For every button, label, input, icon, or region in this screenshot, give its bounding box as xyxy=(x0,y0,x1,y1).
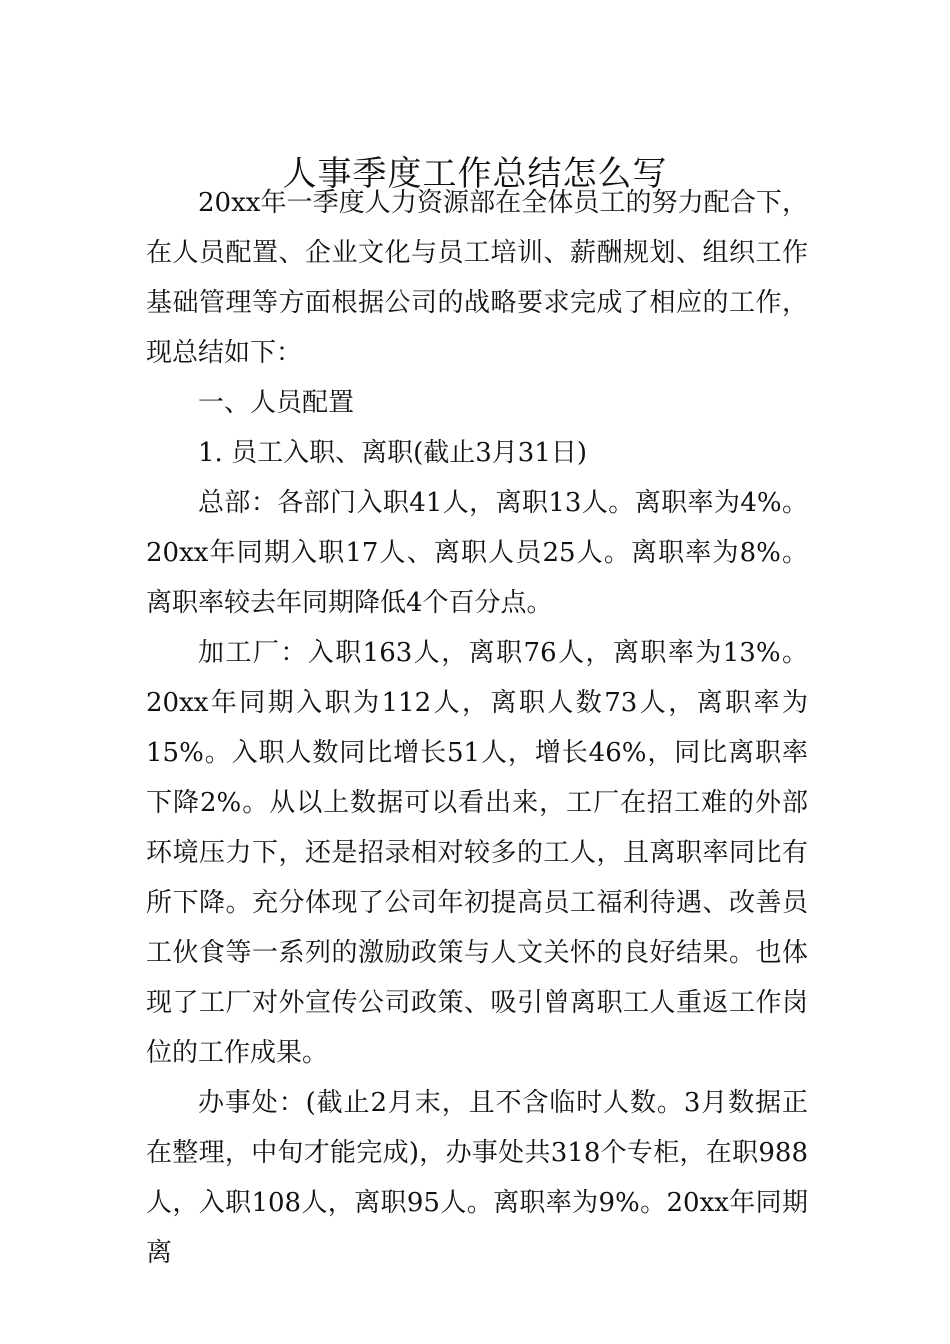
intro-paragraph: 20xx年一季度人力资源部在全体员工的努力配合下，在人员配置、企业文化与员工培训、薪酬规划、组织工作基础管理等方面根据公司的战略要求完成了相应的工作，现总结如下： xyxy=(146,188,808,368)
section-heading-staffing: 一、人员配置 xyxy=(198,388,355,418)
office-paragraph: 办事处：(截止2月末，且不含临时人数。3月数据正在整理，中旬才能完成)，办事处共318个专柜，在职988人，入职108人，离职95人。离职率为9%。20xx年同期离 xyxy=(146,1088,808,1268)
subsection-heading-onboarding: 1. 员工入职、离职(截止3月31日) xyxy=(198,438,587,468)
document-title: 人事季度工作总结怎么写 xyxy=(282,153,668,194)
headquarters-paragraph: 总部：各部门入职41人，离职13人。离职率为4%。20xx年同期入职17人、离职人员25人。离职率为8%。离职率较去年同期降低4个百分点。 xyxy=(146,488,808,618)
document-body xyxy=(146,178,808,1278)
factory-paragraph: 加工厂：入职163人，离职76人，离职率为13%。20xx年同期入职为112人，离职人数73人，离职率为15%。入职人数同比增长51人，增长46%，同比离职率下降2%。从以上数据可以看出来，工厂在招工难的外部环境压力下，还是招录相对较多的工人，且离职率同比有所下降。充分体现了公司年初提高员工福利待遇、改善员工伙食等一系列的激励政策与人文关怀的良好结果。也体现了工厂对外宣传公司政策、吸引曾离职工人重返工作岗位的工作成果。 xyxy=(146,638,808,1068)
